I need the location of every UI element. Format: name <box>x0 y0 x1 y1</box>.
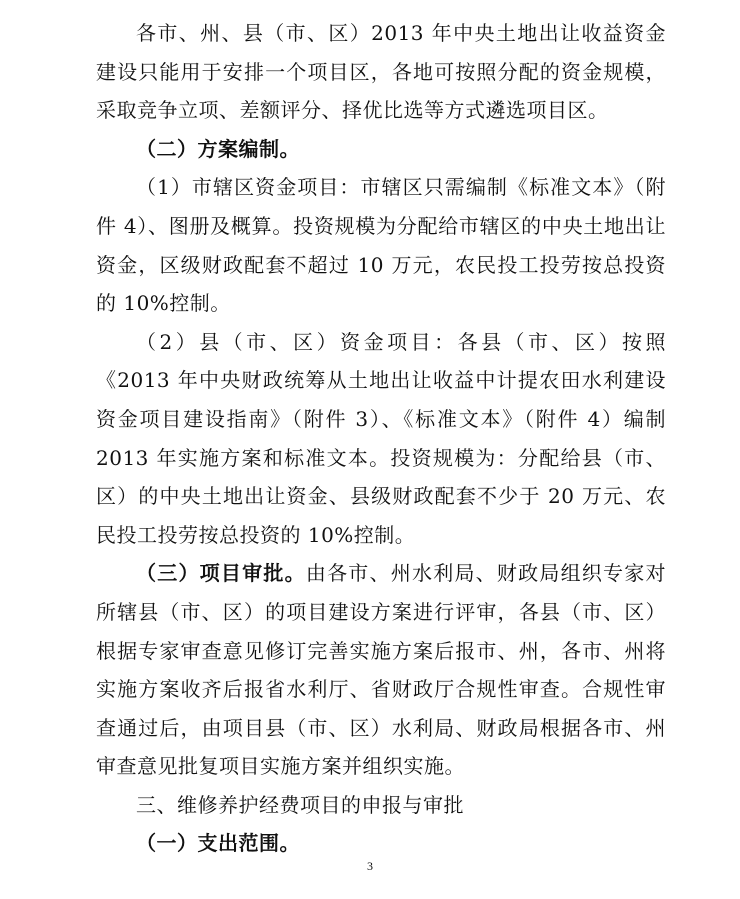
paragraph-project-approval <box>96 554 666 786</box>
heading-text: （二）方案编制。 <box>136 136 300 161</box>
paragraph-county-funds <box>96 323 666 555</box>
paragraph-district-funds <box>96 168 666 322</box>
heading-maintenance-funds <box>96 786 666 825</box>
heading-text: 三、维修养护经费项目的申报与审批 <box>136 792 464 817</box>
heading-plan-preparation <box>96 130 666 169</box>
heading-text: （一）支出范围。 <box>136 831 300 856</box>
paragraph-text: 由各市、州水利局、财政局组织专家对所辖县（市、区）的项目建设方案进行评审，各县（市、区）根据专家审查意见修订完善实施方案后报市、州，各市、州将实施方案收齐后报省水利厅、省财政厅合规性审查。合规性审查通过后，由项目县（市、区）水利局、财政局根据各市、州审查意见批复项目实施方案并组织实施。 <box>96 561 667 779</box>
paragraph-text: （1）市辖区资金项目：市辖区只需编制《标准文本》（附件 4）、图册及概算。投资规模为分配给市辖区的中央土地出让资金，区级财政配套不超过 10 万元，农民投工投劳按总投资的 10%控制。 <box>96 175 666 316</box>
page-number: 3 <box>367 859 373 873</box>
paragraph-project-area-selection <box>96 14 666 130</box>
heading-expenditure-scope <box>96 824 666 863</box>
paragraph-lead: （三）项目审批。 <box>136 561 306 586</box>
paragraph-text: （2）县（市、区）资金项目：各县（市、区）按照《2013 年中央财政统筹从土地出让收益中计提农田水利建设资金项目建设指南》（附件 3）、《标准文本》（附件 4）编制 2013 年实施方案和标准文本。投资规模为：分配给县（市、区）的中央土地出让资金、县级财政配套不少于 20 万元、农民投工投劳按总投资的 10%控制。 <box>96 329 666 547</box>
document-body <box>96 14 666 863</box>
paragraph-text: 各市、州、县（市、区）2013 年中央土地出让收益资金建设只能用于安排一个项目区，各地可按照分配的资金规模，采取竞争立项、差额评分、择优比选等方式遴选项目区。 <box>96 21 666 123</box>
